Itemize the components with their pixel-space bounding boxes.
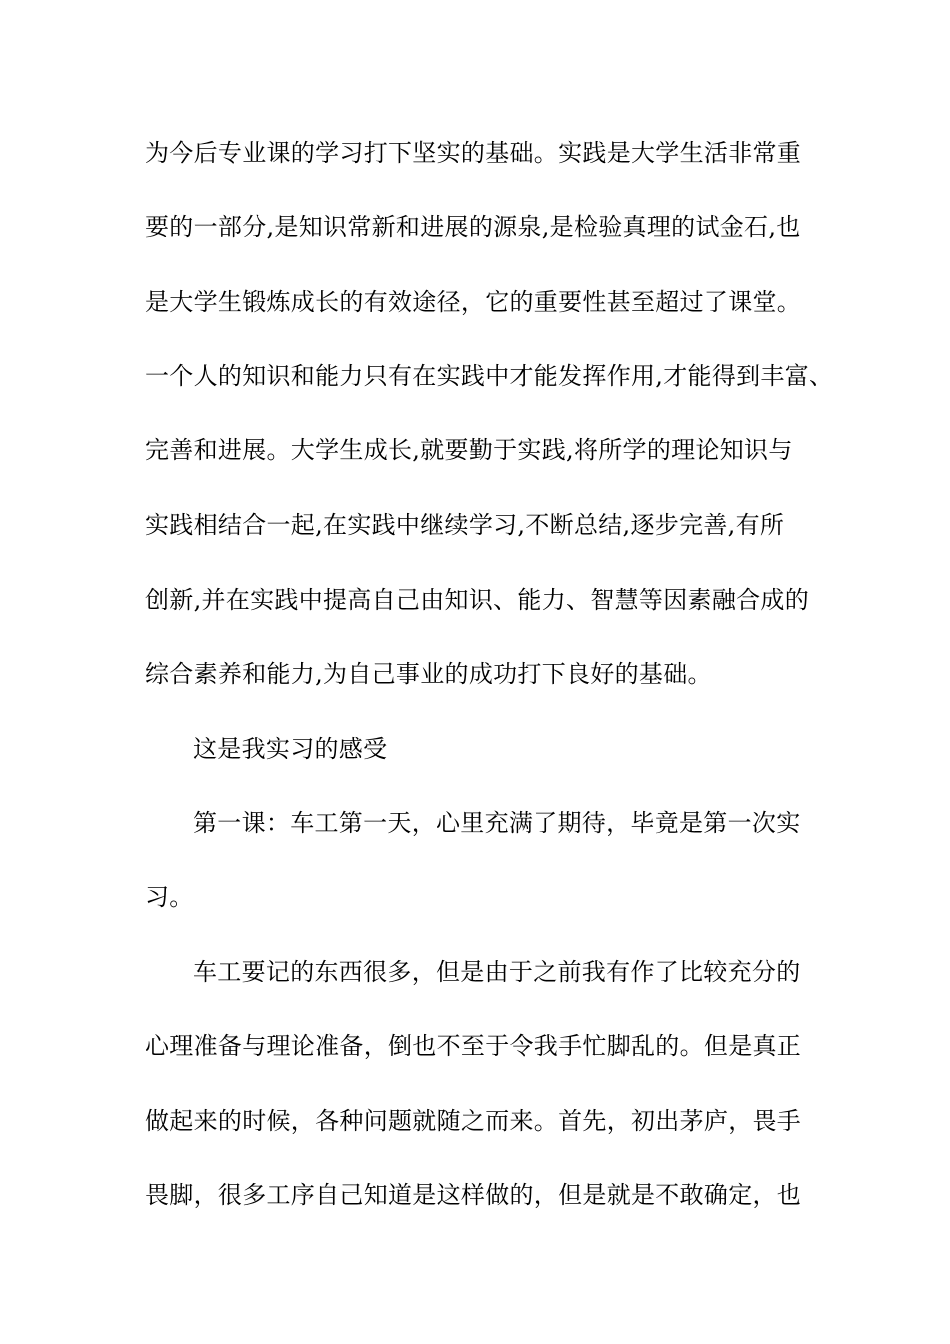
text-line: 畏脚，很多工序自己知道是这样做的，但是就是不敢确定，也 bbox=[145, 1181, 802, 1209]
text-line: 完善和进展。大学生成长,就要勤于实践,将所学的理论知识与 bbox=[145, 436, 793, 464]
text-line: 综合素养和能力,为自己事业的成功打下良好的基础。 bbox=[145, 660, 712, 688]
text-line: 车工要记的东西很多，但是由于之前我有作了比较充分的 bbox=[193, 958, 801, 986]
text-line: 是大学生锻炼成长的有效途径，它的重要性甚至超过了课堂。 bbox=[145, 288, 802, 316]
text-line: 第一课：车工第一天，心里充满了期待，毕竟是第一次实 bbox=[193, 809, 801, 837]
text-line: 为今后专业课的学习打下坚实的基础。实践是大学生活非常重 bbox=[145, 139, 802, 167]
text-line: 实践相结合一起,在实践中继续学习,不断总结,逐步完善,有所 bbox=[145, 511, 785, 539]
text-line: 一个人的知识和能力只有在实践中才能发挥作用,才能得到丰富、 bbox=[145, 362, 834, 390]
text-line: 心理准备与理论准备，倒也不至于令我手忙脚乱的。但是真正 bbox=[145, 1032, 802, 1060]
paragraph-heading: 这是我实习的感受 bbox=[193, 735, 388, 763]
text-line: 做起来的时候，各种问题就随之而来。首先，初出茅庐，畏手 bbox=[145, 1107, 802, 1135]
text-line: 习。 bbox=[145, 883, 194, 911]
text-line: 创新,并在实践中提高自己由知识、能力、智慧等因素融合成的 bbox=[145, 586, 810, 614]
text-line: 要的一部分,是知识常新和进展的源泉,是检验真理的试金石,也 bbox=[145, 213, 801, 241]
